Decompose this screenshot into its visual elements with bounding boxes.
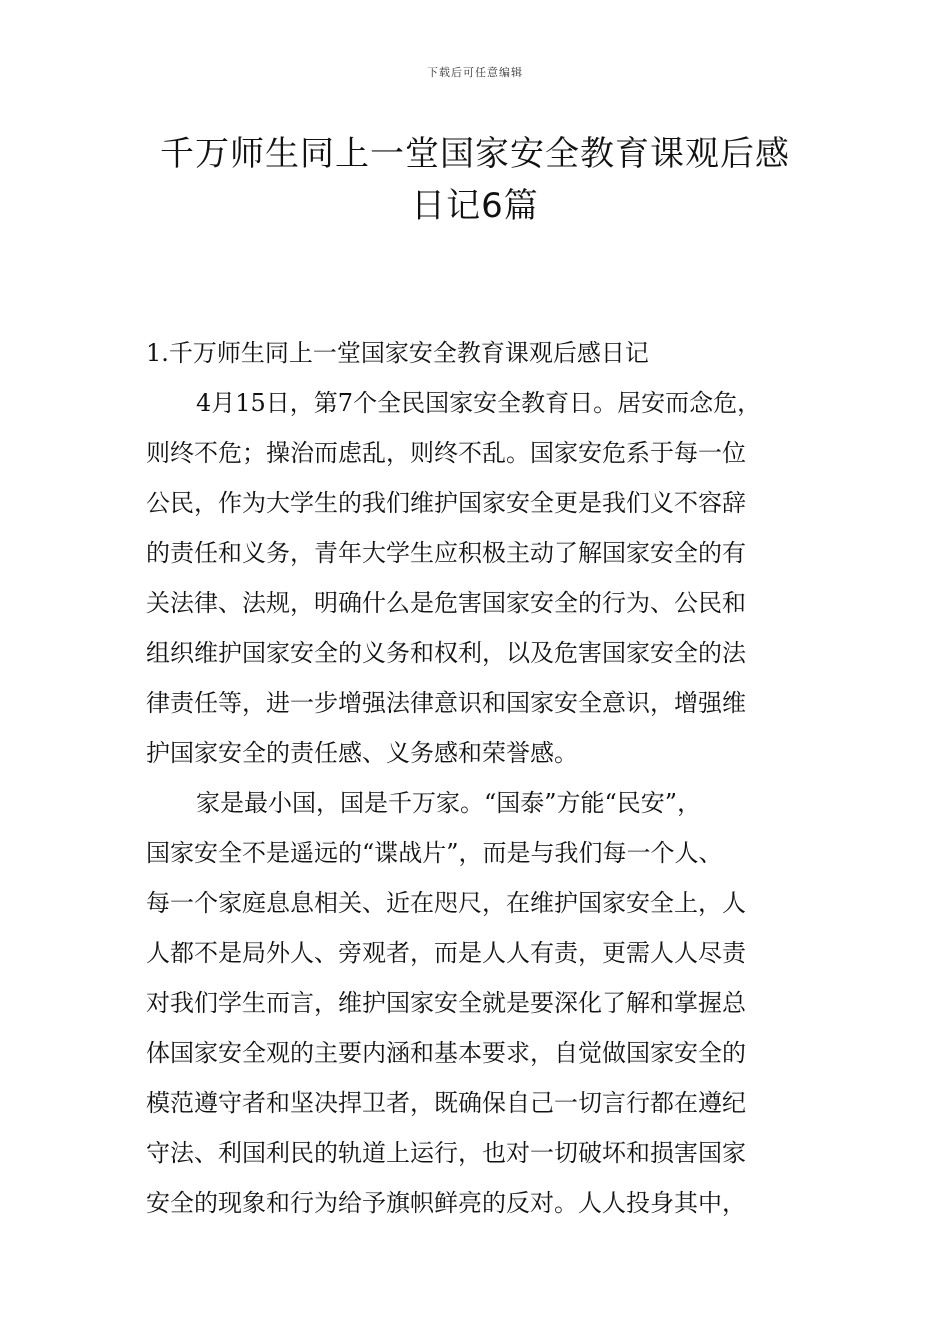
body-text-line: 体国家安全观的主要内涵和基本要求，自觉做国家安全的 [146, 1039, 746, 1067]
body-text-line: 模范遵守者和坚决捍卫者，既确保自己一切言行都在遵纪 [146, 1089, 746, 1117]
body-text-line: 国家安全不是遥远的“谍战片”，而是与我们每一个人、 [146, 839, 723, 867]
body-text-line: 对我们学生而言，维护国家安全就是要深化了解和掌握总 [146, 989, 746, 1017]
body-text-line: 安全的现象和行为给予旗帜鲜亮的反对。人人投身其中， [146, 1189, 746, 1217]
document-title [0, 128, 950, 232]
body-text-line: 4月15日，第7个全民国家安全教育日。居安而念危， [196, 389, 762, 417]
body-text-line: 守法、利国利民的轨道上运行，也对一切破坏和损害国家 [146, 1139, 746, 1167]
body-text-line: 的责任和义务，青年大学生应积极主动了解国家安全的有 [146, 539, 746, 567]
section-heading: 1.千万师生同上一堂国家安全教育课观后感日记 [146, 339, 649, 367]
body-text-line: 家是最小国，国是千万家。“国泰”方能“民安”， [196, 789, 702, 817]
page-header-note: 下载后可任意编辑 [427, 66, 523, 79]
body-text-line: 每一个家庭息息相关、近在咫尺，在维护国家安全上，人 [146, 889, 746, 917]
body-text-line: 组织维护国家安全的义务和权利，以及危害国家安全的法 [146, 639, 746, 667]
body-text-line: 人都不是局外人、旁观者，而是人人有责，更需人人尽责 [146, 939, 746, 967]
body-text-line: 则终不危；操治而虑乱，则终不乱。国家安危系于每一位 [146, 439, 746, 467]
document-body [146, 328, 826, 1228]
body-text-line: 关法律、法规，明确什么是危害国家安全的行为、公民和 [146, 589, 746, 617]
body-text-line: 律责任等，进一步增强法律意识和国家安全意识，增强维 [146, 689, 746, 717]
document-title-line-1: 千万师生同上一堂国家安全教育课观后感 [160, 134, 790, 174]
document-title-line-2: 日记6篇 [411, 186, 539, 226]
body-text-line: 护国家安全的责任感、义务感和荣誉感。 [146, 739, 578, 767]
body-text-line: 公民，作为大学生的我们维护国家安全更是我们义不容辞 [146, 489, 746, 517]
